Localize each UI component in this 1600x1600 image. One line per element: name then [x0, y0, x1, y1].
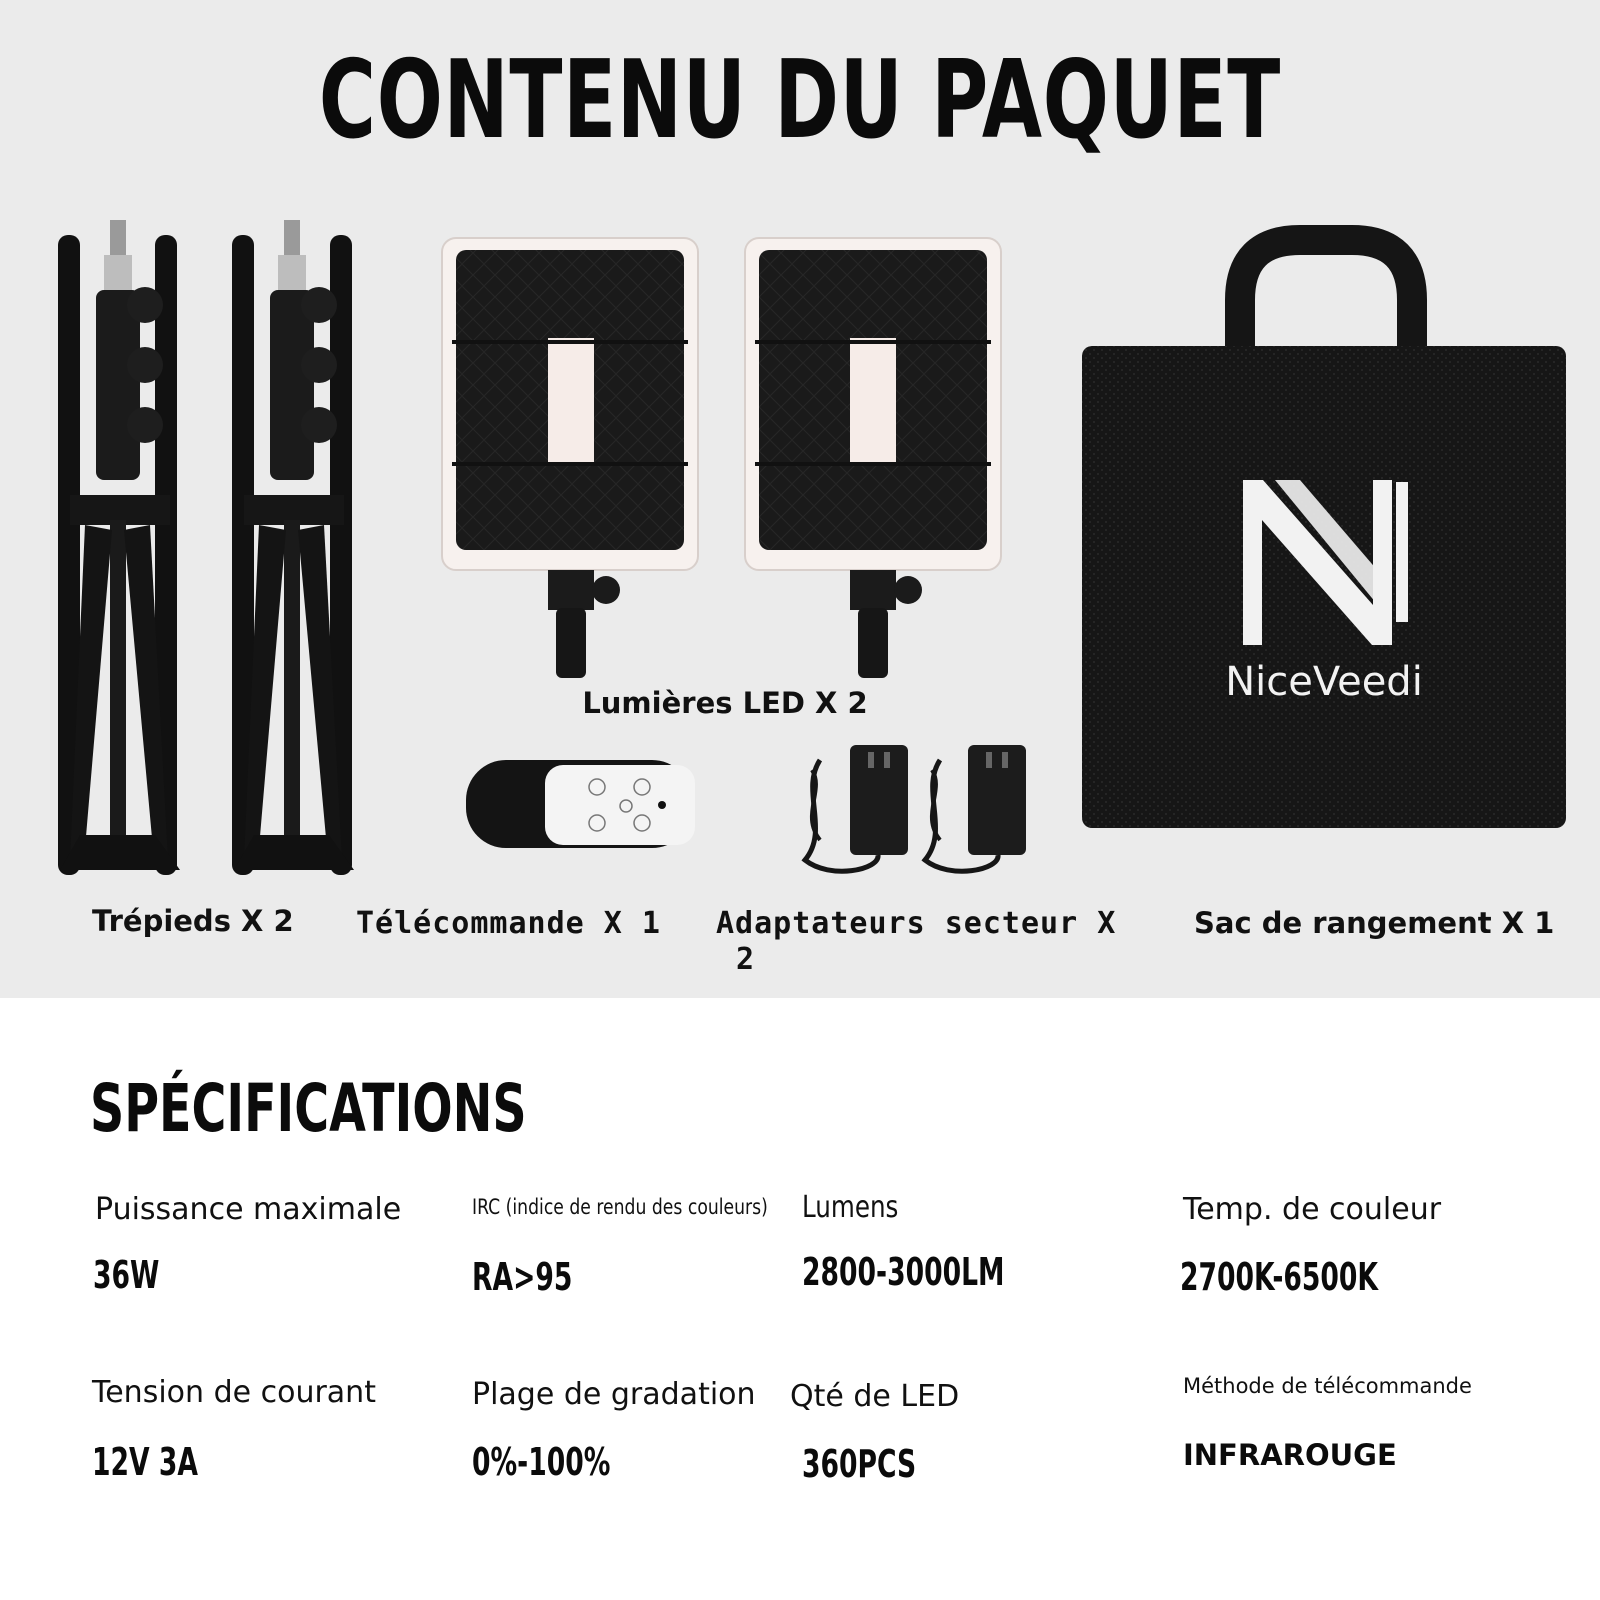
- tripod-left: [58, 220, 180, 875]
- spec-value-max-power: 36W: [93, 1253, 160, 1297]
- label-adapters-line2: 2: [736, 942, 756, 977]
- spec-value-color-temp: 2700K-6500K: [1180, 1255, 1379, 1299]
- label-tripods: Trépieds X 2: [92, 904, 294, 938]
- brand-logo-text: NiceVeedi: [1225, 659, 1423, 705]
- spec-label-remote-method: Méthode de télécommande: [1183, 1374, 1472, 1398]
- label-bag: Sac de rangement X 1: [1194, 906, 1555, 940]
- led-light-right: [745, 238, 1001, 678]
- spec-label-max-power: Puissance maximale: [95, 1192, 402, 1227]
- spec-label-voltage: Tension de courant: [92, 1375, 376, 1410]
- specs-title: SPÉCIFICATIONS: [90, 1070, 527, 1147]
- spec-value-remote-method: INFRAROUGE: [1183, 1438, 1397, 1472]
- storage-bag: [1082, 240, 1566, 828]
- spec-value-lumens: 2800-3000LM: [802, 1250, 1005, 1294]
- spec-value-led-qty: 360PCS: [802, 1442, 917, 1486]
- spec-value-cri: RA>95: [472, 1255, 573, 1299]
- label-adapters-line1: Adaptateurs secteur X: [716, 906, 1117, 941]
- spec-value-dimming: 0%-100%: [472, 1440, 611, 1484]
- package-title: CONTENU DU PAQUET: [318, 38, 1282, 163]
- label-led-lights: Lumières LED X 2: [582, 686, 868, 720]
- power-adapters: [805, 745, 1026, 871]
- tripod-right: [232, 220, 354, 875]
- spec-label-cri: IRC (indice de rendu des couleurs): [472, 1195, 768, 1219]
- spec-label-led-qty: Qté de LED: [790, 1379, 960, 1414]
- spec-label-dimming: Plage de gradation: [472, 1377, 756, 1412]
- spec-label-lumens: Lumens: [802, 1190, 899, 1225]
- remote-control: [466, 760, 695, 848]
- led-light-left: [442, 238, 698, 678]
- spec-value-voltage: 12V 3A: [92, 1440, 198, 1484]
- label-remote: Télécommande X 1: [356, 906, 661, 941]
- spec-label-color-temp: Temp. de couleur: [1183, 1192, 1442, 1227]
